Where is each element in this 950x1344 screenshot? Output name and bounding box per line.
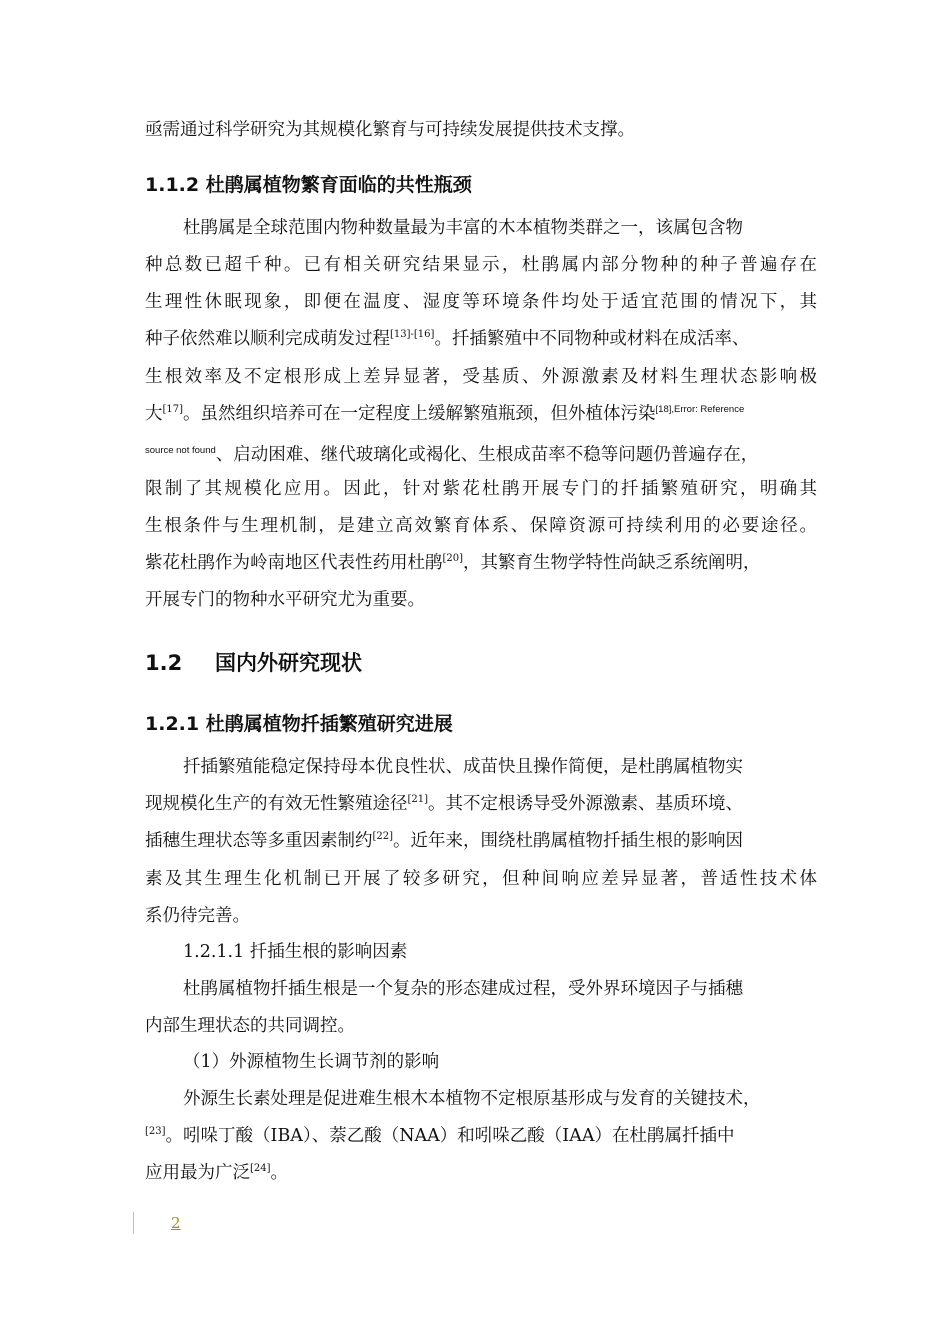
paragraph-line: 限制了其规模化应用。因此，针对紫花杜鹃开展专门的扦插繁殖研究，明确其 xyxy=(145,479,817,499)
text-run: 。虽然组织培养可在一定程度上缓解繁殖瓶颈，但外植体污染 xyxy=(183,404,656,424)
paragraph-line: 扦插繁殖能稳定保持母本优良性状、成苗快且操作简便，是杜鹃属植物实 xyxy=(183,757,743,777)
text-run: 现规模化生产的有效无性繁殖途径 xyxy=(145,794,408,814)
citation[interactable]: [21] xyxy=(407,794,429,806)
paragraph-line xyxy=(145,438,758,468)
citation[interactable]: [20] xyxy=(442,553,464,565)
paragraph-line: 杜鹃属植物扦插生根是一个复杂的形态建成过程，受外界环境因子与插穗 xyxy=(183,979,743,999)
citation-error[interactable]: source not found xyxy=(145,445,216,456)
paragraph-line: 系仍待完善。 xyxy=(145,906,250,926)
paragraph-line xyxy=(145,1160,288,1186)
paragraph-line xyxy=(145,828,743,854)
section-title: 国内外研究现状 xyxy=(215,651,362,675)
citation-error[interactable]: [18],Error: Reference xyxy=(655,404,745,416)
text-run: 。近年来，围绕杜鹃属植物扦插生根的影响因 xyxy=(393,831,744,851)
subsection-heading-1-2-1-1: 1.2.1.1 扦插生根的影响因素 xyxy=(183,942,408,962)
text-run: 。 xyxy=(270,1163,289,1183)
paragraph-line: 种总数已超千种。已有相关研究结果显示，杜鹃属内部分物种的种子普遍存在 xyxy=(145,255,817,275)
paragraph-line: 生理性休眠现象，即便在温度、湿度等环境条件均处于适宜范围的情况下，其 xyxy=(145,292,817,312)
paragraph-line xyxy=(145,326,749,352)
citation[interactable]: [23] xyxy=(145,1126,166,1138)
paragraph-line: 生根条件与生理机制，是建立高效繁育体系、保障资源可持续利用的必要途径。 xyxy=(145,516,817,536)
section-heading-1-2-1: 1.2.1 杜鹃属植物扦插繁殖研究进展 xyxy=(145,713,453,735)
paragraph-line xyxy=(145,791,743,817)
text-run: 。扦插繁殖中不同物种或材料在成活率、 xyxy=(434,329,750,349)
text-run: 、启动困难、继代玻璃化或褐化、生根成苗率不稳等问题仍普遍存在， xyxy=(215,445,759,465)
text-run: 紫花杜鹃作为岭南地区代表性药用杜鹃 xyxy=(145,553,443,573)
paragraph-line xyxy=(145,550,761,576)
paragraph-line: 内部生理状态的共同调控。 xyxy=(145,1016,355,1036)
item-heading: （1）外源植物生长调节剂的影响 xyxy=(183,1052,440,1072)
paragraph-line: 素及其生理生化机制已开展了较多研究，但种间响应差异显著，普适性技术体 xyxy=(145,869,817,889)
paragraph-line: 杜鹃属是全球范围内物种数量最为丰富的木本植物类群之一，该属包含物 xyxy=(183,218,743,238)
paragraph-line: 外源生长素处理是促进难生根木本植物不定根原基形成与发育的关键技术， xyxy=(183,1089,761,1109)
paragraph-line: 生根效率及不定根形成上差异显著，受基质、外源激素及材料生理状态影响极 xyxy=(145,367,817,387)
section-heading-1-1-2: 1.1.2 杜鹃属植物繁育面临的共性瓶颈 xyxy=(145,174,472,196)
text-run: 插穗生理状态等多重因素制约 xyxy=(145,831,373,851)
page-number[interactable]: 2 xyxy=(171,1214,181,1232)
citation[interactable]: [22] xyxy=(372,831,394,843)
text-run: 。其不定根诱导受外源激素、基质环境、 xyxy=(428,794,744,814)
text-run: 应用最为广泛 xyxy=(145,1163,250,1183)
text-run: 。吲哚丁酸（IBA）、萘乙酸（NAA）和吲哚乙酸（IAA）在杜鹃属扦插中 xyxy=(165,1126,735,1146)
text-run: ，其繁育生物学特性尚缺乏系统阐明， xyxy=(463,553,761,573)
footer-divider xyxy=(133,1212,134,1234)
paragraph-line: 开展专门的物种水平研究尤为重要。 xyxy=(145,590,425,610)
paragraph-line: 亟需通过科学研究为其规模化繁育与可持续发展提供技术支撑。 xyxy=(145,120,635,140)
section-number: 1.2 xyxy=(145,651,183,675)
paragraph-line xyxy=(145,401,744,427)
text-run: 大 xyxy=(145,404,163,424)
section-heading-1-2 xyxy=(145,648,362,678)
paragraph-line xyxy=(145,1123,734,1149)
text-run: 种子依然难以顺利完成萌发过程 xyxy=(145,329,390,349)
citation[interactable]: [13]-[16] xyxy=(390,329,435,341)
citation[interactable]: [17] xyxy=(162,404,184,416)
citation[interactable]: [24] xyxy=(250,1163,271,1175)
